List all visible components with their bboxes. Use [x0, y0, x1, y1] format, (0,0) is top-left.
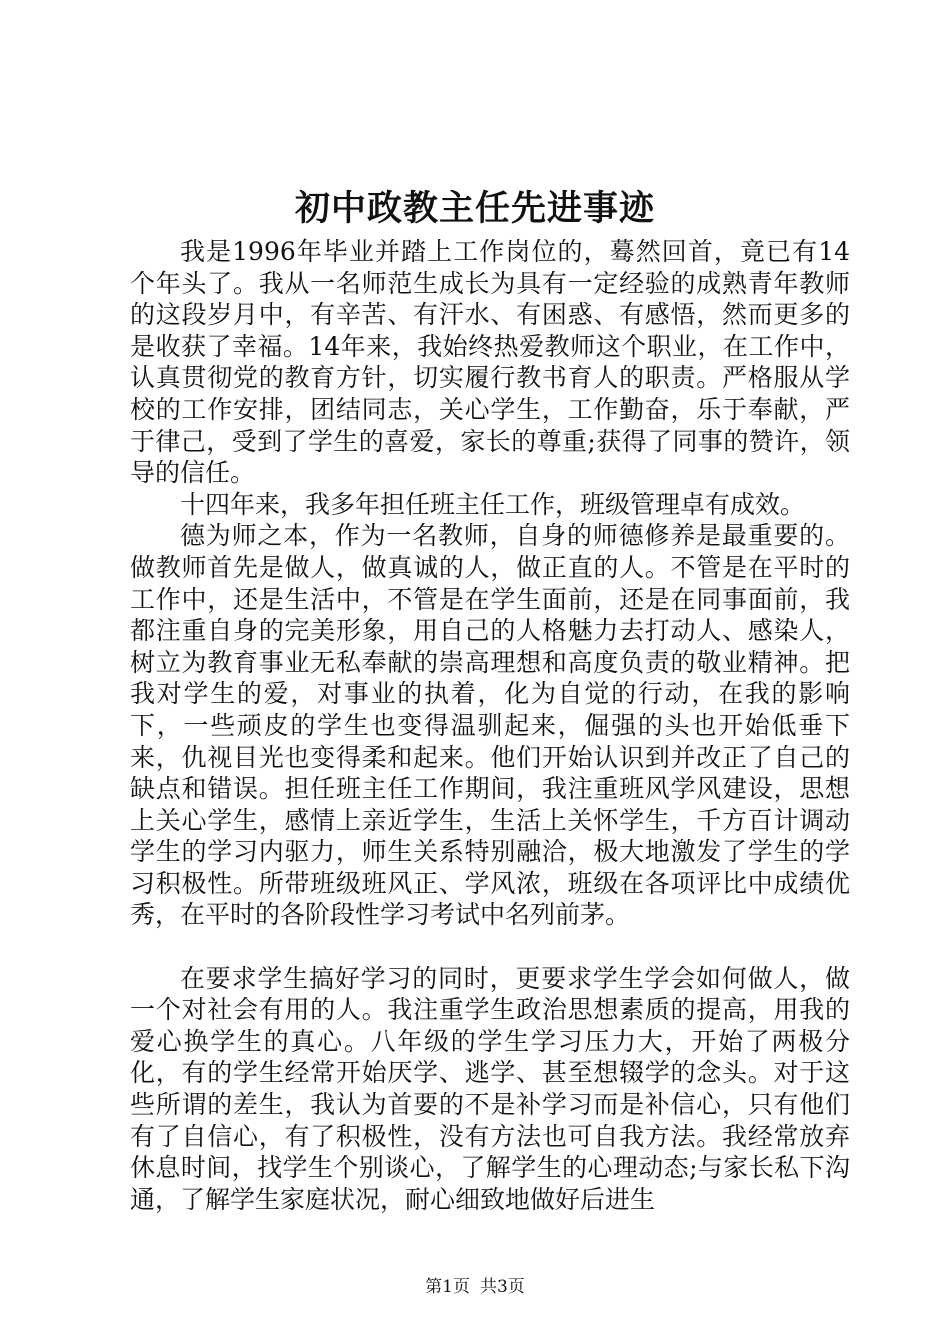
- page-number: 第1页: [425, 1277, 470, 1297]
- page-title: 初中政教主任先进事迹: [294, 188, 655, 229]
- paragraph-spacer: [130, 931, 850, 963]
- page-total: 共3页: [480, 1277, 525, 1297]
- document-body: [130, 236, 850, 1215]
- page-footer: [0, 1276, 950, 1298]
- paragraph-intro: 我是1996年毕业并踏上工作岗位的，蓦然回首，竟已有14个年头了。我从一名师范生成长为具有一定经验的成熟青年教师的这段岁月中，有辛苦、有汗水、有困惑、有感悟，然而更多的是收获了幸福。14年来，我始终热爱教师这个职业，在工作中，认真贯彻党的教育方针，切实履行教书育人的职责。严格服从学校的工作安排，团结同志，关心学生，工作勤奋，乐于奉献，严于律己，受到了学生的喜爱，家长的尊重;获得了同事的赞许，领导的信任。: [130, 237, 850, 488]
- paragraph-ethics: 德为师之本，作为一名教师，自身的师德修养是最重要的。做教师首先是做人，做真诚的人，做正直的人。不管是在平时的工作中，还是生活中，不管是在学生面前，还是在同事面前，我都注重自身的完美形象，用自己的人格魅力去打动人、感染人，树立为教育事业无私奉献的崇高理想和高度负责的敬业精神。把我对学生的爱，对事业的执着，化为自觉的行动，在我的影响下，一些顽皮的学生也变得温驯起来，倔强的头也开始低垂下来，仇视目光也变得柔和起来。他们开始认识到并改正了自己的缺点和错误。担任班主任工作期间，我注重班风学风建设，思想上关心学生，感情上亲近学生，生活上关怀学生，千方百计调动学生的学习内驱力，师生关系特别融洽，极大地激发了学生的学习积极性。所带班级班风正、学风浓，班级在各项评比中成绩优秀，在平时的各阶段性学习考试中名列前茅。: [130, 521, 850, 930]
- paragraph-summary: 十四年来，我多年担任班主任工作，班级管理卓有成效。: [180, 489, 806, 519]
- paragraph-student-guidance: 在要求学生搞好学习的同时，更要求学生学会如何做人，做一个对社会有用的人。我注重学生政治思想素质的提高，用我的爱心换学生的真心。八年级的学生学习压力大，开始了两极分化，有的学生经常开始厌学、逃学、甚至想辍学的念头。对于这些所谓的差生，我认为首要的不是补学习而是补信心，只有他们有了自信心，有了积极性，没有方法也可自我方法。我经常放弃休息时间，找学生个别谈心，了解学生的心理动态;与家长私下沟通，了解学生家庭状况，耐心细致地做好后进生: [130, 963, 850, 1214]
